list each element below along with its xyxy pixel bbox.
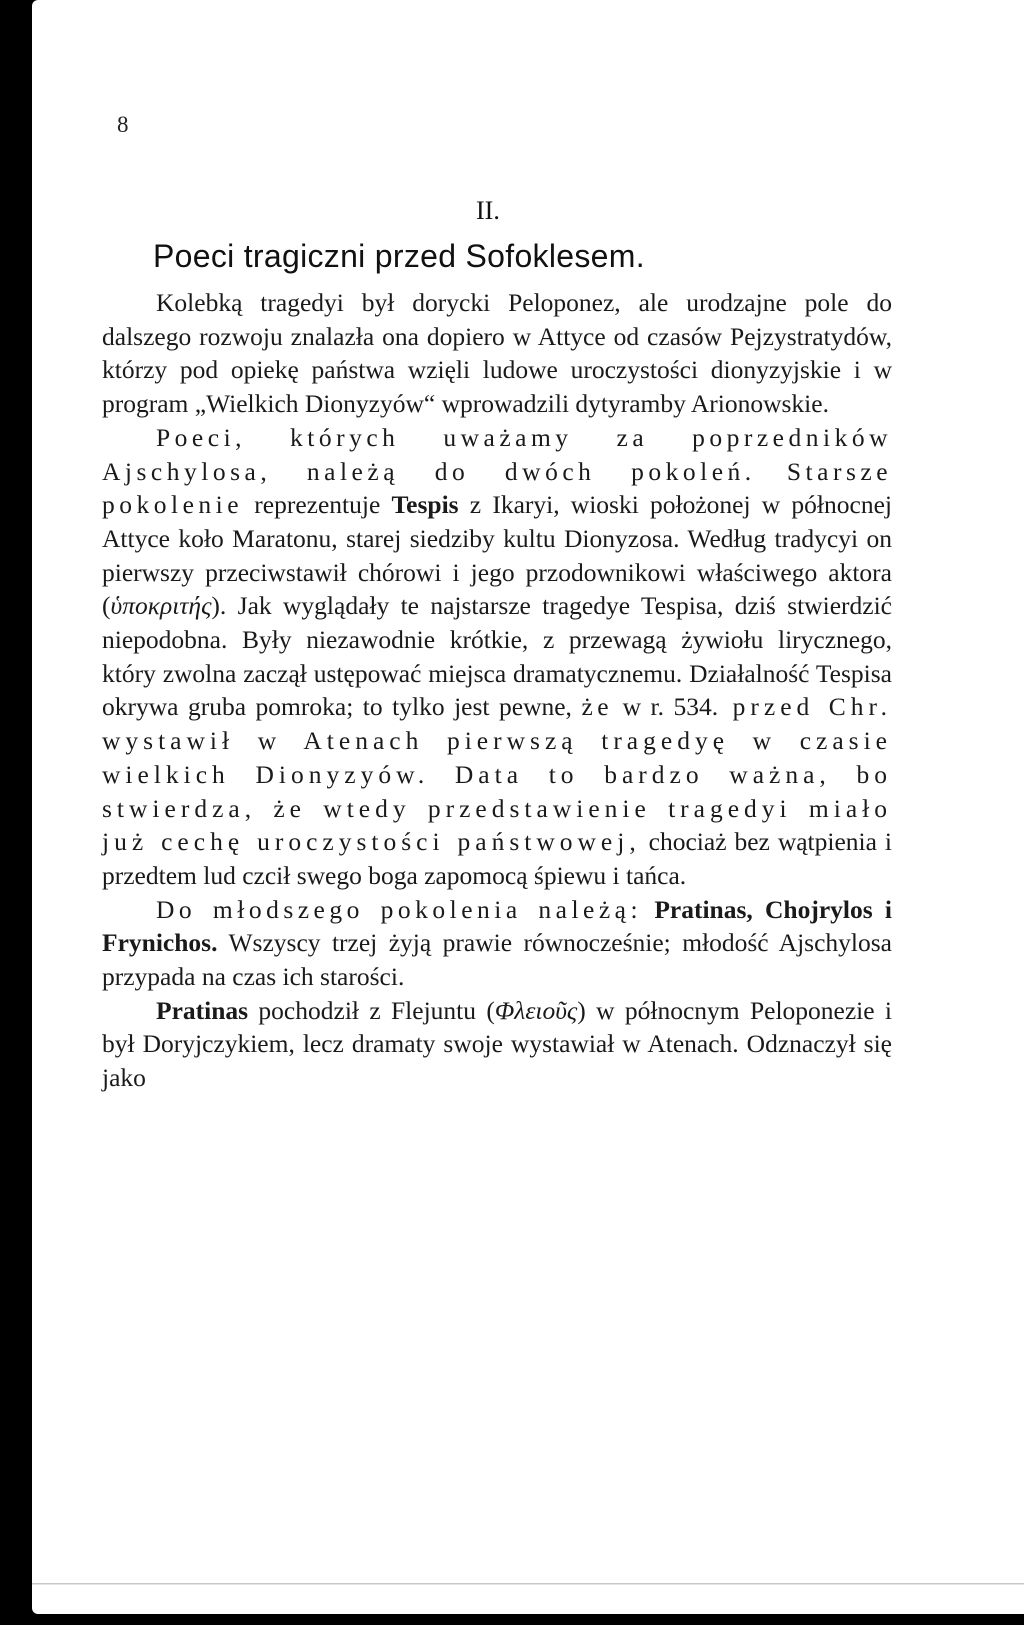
text-run: Wszyscy trzej żyją prawie równocześnie; młodość Ajschylosa przypada na czas ich starości. — [102, 928, 892, 992]
body-text — [102, 286, 892, 1095]
paragraph-3 — [102, 893, 892, 994]
bold-name: Pratinas — [156, 995, 249, 1025]
text-run: ). Jak wyglądały te najstarsze tragedye Tespisa, dziś stwierdzić niepodobna. Były niezawodnie krótkie, z przewagą żywiołu lirycznego, który zwolna zaczął ustępować miejsca dramatycznemu. Działalność Tespisa okrywa gruba pomroka; to tylko jest pewne, — [102, 591, 892, 722]
paragraph-1-text: Kolebką tragedyi był dorycki Peloponez, ale urodzajne pole do dalszego rozwoju znalazła ona dopiero w Attyce od czasów Pejzystratydów, którzy pod opiekę państwa wzięli ludowe uroczystości dionyzyjskie i w program „Wielkich Dionyzyów“ wprowadzili dytyramby Arionowskie. — [102, 288, 892, 419]
text-run — [642, 895, 654, 924]
greek-term: ὑποκριτής — [110, 591, 212, 621]
greek-term: Φλειοῦς — [494, 995, 578, 1025]
paragraph-4 — [102, 994, 892, 1095]
text-run: reprezentuje — [243, 490, 392, 520]
spaced-text: przed Chr. wystawił w Atenach pierwszą tragedyę w czasie wielkich Dionyzyów. Data to bardzo ważna, bo stwierdza, że wtedy przedstawienie tragedyi miało już cechę uroczystości państwowej, — [102, 692, 893, 857]
text-run: w r. 534. — [613, 692, 719, 722]
paragraph-2 — [102, 421, 892, 893]
spaced-text: że — [581, 692, 614, 722]
text-run: ) w północnym Peloponezie i był Doryjczykiem, lecz dramaty swoje wystawiał w Atenach. Odznaczył się jako — [102, 995, 893, 1093]
bold-names: Pratinas, Chojrylos i Frynichos. — [102, 894, 892, 958]
text-run: chociaż bez wątpienia i przedtem lud czcił swego boga zapomocą śpiewu i tańca. — [102, 827, 892, 890]
chapter-title: Poeci tragiczni przed Sofoklesem. — [153, 238, 645, 274]
text-run: z Ikaryi, wioski położonej w północnej Attyce koło Maratonu, starej siedziby kultu Dionyzosa. Według tradycyi on pierwszy przeciwstawił chórowi i jego przodownikowi właściwego aktora ( — [102, 490, 892, 621]
scan-edge-artifact — [32, 1580, 1024, 1588]
text-run: pochodził z Flejuntu ( — [248, 995, 495, 1025]
spaced-text: Do młodszego pokolenia należą: — [156, 894, 643, 924]
paragraph-1 — [102, 286, 892, 421]
chapter-number: II. — [476, 196, 500, 225]
bold-name: Tespis — [391, 490, 459, 520]
spaced-text: Poeci, których uważamy za poprzedników Ajschylosa, należą do dwóch pokoleń. — [102, 422, 892, 486]
page-number: 8 — [117, 112, 129, 137]
spaced-text: Starsze pokolenie — [102, 456, 893, 520]
